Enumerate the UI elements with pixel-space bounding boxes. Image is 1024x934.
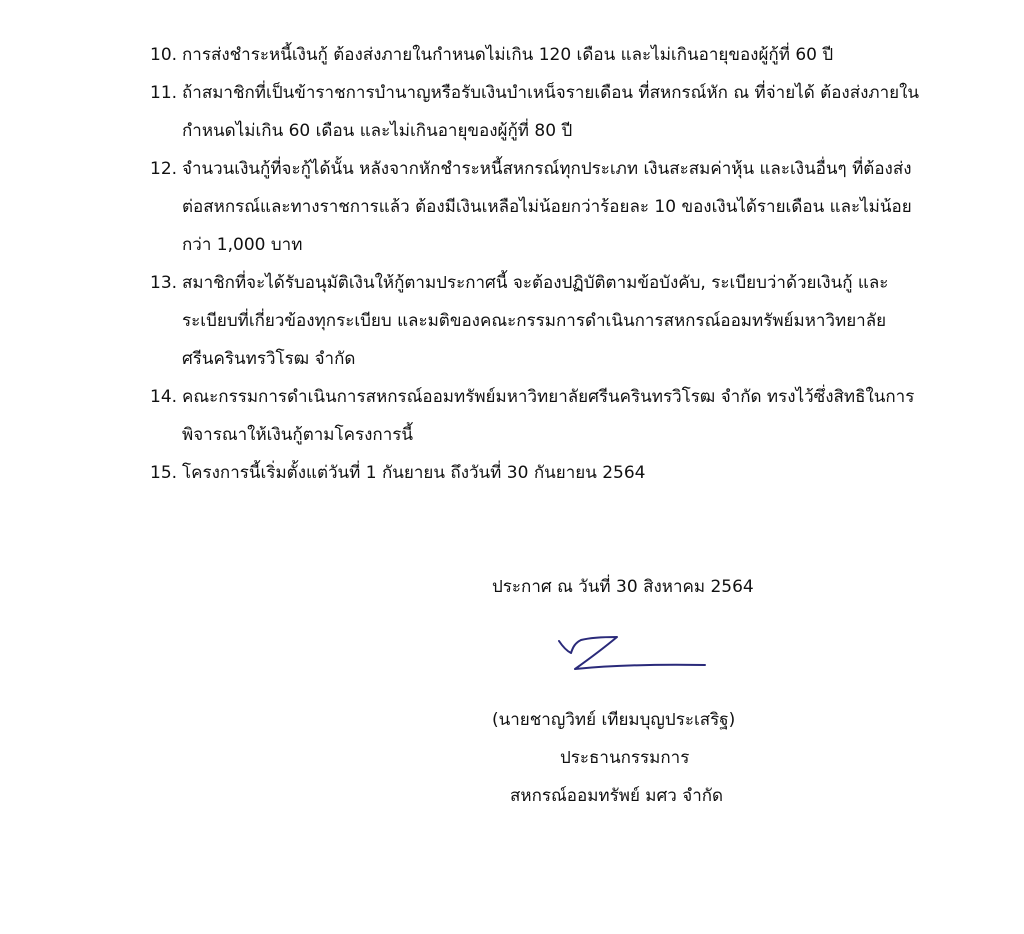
item-number: 13.	[150, 273, 178, 293]
item-text: จำนวนเงินกู้ที่จะกู้ได้นั้น หลังจากหักชำระหนี้สหกรณ์ทุกประเภท เงินสะสมค่าหุ้น และเงินอื่นๆ ที่ต้องส่งต่อสหกรณ์และทางราชการแล้ว ต้องมีเงินเหลือไม่น้อยกว่าร้อยละ 10 ของเงินได้รายเดือน และไม่น้อยกว่า 1,000 บาท	[182, 159, 912, 255]
list-item	[150, 264, 920, 378]
signer-name: (นายชาญวิทย์ เทียมบุญประเสริฐ)	[492, 710, 736, 730]
item-number: 11.	[150, 83, 178, 103]
item-text: โครงการนี้เริ่มตั้งแต่วันที่ 1 กันยายน ถึงวันที่ 30 กันยายน 2564	[182, 463, 646, 483]
list-item	[150, 378, 920, 454]
item-text: ถ้าสมาชิกที่เป็นข้าราชการบำนาญหรือรับเงินบำเหน็จรายเดือน ที่สหกรณ์หัก ณ ที่จ่ายได้ ต้องส่งภายในกำหนดไม่เกิน 60 เดือน และไม่เกินอายุของผู้กู้ที่ 80 ปี	[182, 83, 920, 141]
item-number: 14.	[150, 387, 178, 407]
item-number: 10.	[150, 45, 178, 65]
list-item	[150, 150, 920, 264]
signer-title: ประธานกรรมการ	[560, 748, 690, 768]
signature-icon	[545, 625, 715, 675]
announcement-date: ประกาศ ณ วันที่ 30 สิงหาคม 2564	[492, 577, 754, 597]
list-item	[150, 454, 920, 492]
item-number: 15.	[150, 463, 178, 483]
signature-image	[545, 625, 715, 675]
list-item	[150, 74, 920, 150]
signer-organization: สหกรณ์ออมทรัพย์ มศว จำกัด	[510, 786, 724, 806]
item-text: คณะกรรมการดำเนินการสหกรณ์ออมทรัพย์มหาวิทยาลัยศรีนครินทรวิโรฒ จำกัด ทรงไว้ซึ่งสิทธิในการพิจารณาให้เงินกู้ตามโครงการนี้	[182, 387, 915, 445]
item-number: 12.	[150, 159, 178, 179]
item-text: การส่งชำระหนี้เงินกู้ ต้องส่งภายในกำหนดไม่เกิน 120 เดือน และไม่เกินอายุของผู้กู้ที่ 60 ปี	[182, 45, 834, 65]
item-text: สมาชิกที่จะได้รับอนุมัติเงินให้กู้ตามประกาศนี้ จะต้องปฏิบัติตามข้อบังคับ, ระเบียบว่าด้วยเงินกู้ และระเบียบที่เกี่ยวข้องทุกระเบียบ และมติของคณะกรรมการดำเนินการสหกรณ์ออมทรัพย์มหาวิทยาลัยศรีนครินทรวิโรฒ จำกัด	[182, 273, 889, 369]
list-item	[150, 36, 920, 74]
